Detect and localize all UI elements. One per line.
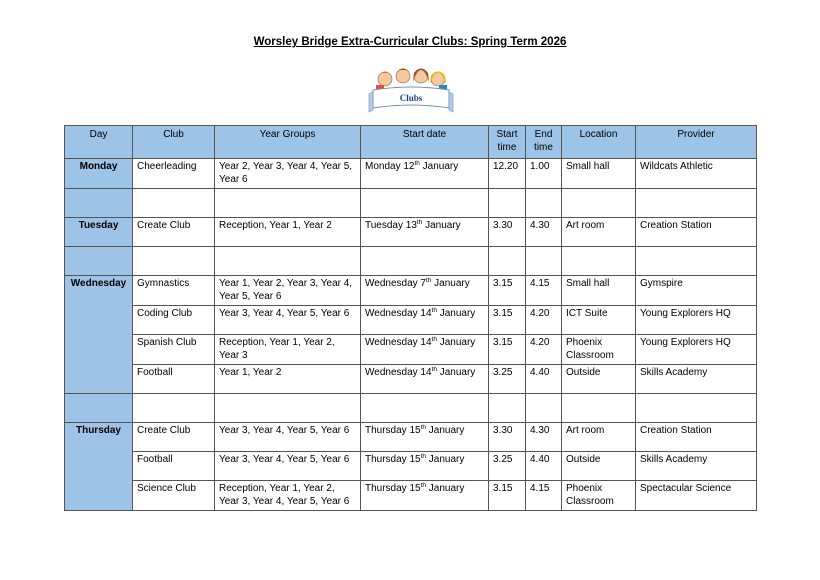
table-row (65, 159, 757, 189)
start-date-cell (361, 452, 489, 481)
start-date-cell (361, 423, 489, 452)
day-cell: Wednesday (65, 276, 133, 394)
spacer-cell (562, 247, 636, 276)
spacer-cell (133, 247, 215, 276)
location-cell: Art room (562, 218, 636, 247)
table-row (65, 218, 757, 247)
location-cell: Phoenix Classroom (562, 335, 636, 365)
end-time-cell: 4.40 (526, 365, 562, 394)
provider-cell: Wildcats Athletic (636, 159, 757, 189)
spacer-cell (215, 394, 361, 423)
date-month: January (436, 337, 476, 348)
table-row (65, 481, 757, 511)
start-date-cell (361, 365, 489, 394)
spacer-cell (526, 394, 562, 423)
location-cell: Art room (562, 423, 636, 452)
start-time-cell: 3.15 (489, 335, 526, 365)
year-groups-cell: Year 3, Year 4, Year 5, Year 6 (215, 452, 361, 481)
year-groups-cell: Year 1, Year 2 (215, 365, 361, 394)
club-cell: Football (133, 452, 215, 481)
spacer-cell (65, 394, 133, 423)
header-club: Club (133, 126, 215, 159)
location-cell: ICT Suite (562, 306, 636, 335)
location-cell: Small hall (562, 159, 636, 189)
date-ordinal-suffix: th (420, 424, 427, 431)
spacer-cell (65, 247, 133, 276)
start-time-cell: 3.15 (489, 481, 526, 511)
end-time-cell: 4.20 (526, 306, 562, 335)
start-time-cell: 3.30 (489, 218, 526, 247)
provider-cell: Skills Academy (636, 365, 757, 394)
table-row (65, 423, 757, 452)
location-cell: Outside (562, 452, 636, 481)
table-body (65, 159, 757, 511)
date-month: January (426, 454, 465, 465)
date-text: Wednesday 14 (365, 308, 432, 319)
date-month: January (436, 367, 476, 378)
date-month: January (431, 278, 470, 289)
clubs-logo-image (367, 64, 455, 119)
end-time-cell: 4.40 (526, 452, 562, 481)
club-cell: Science Club (133, 481, 215, 511)
date-month: January (436, 308, 476, 319)
start-time-cell: 3.25 (489, 452, 526, 481)
start-date-cell (361, 481, 489, 511)
location-cell: Phoenix Classroom (562, 481, 636, 511)
club-cell: Football (133, 365, 215, 394)
club-cell: Spanish Club (133, 335, 215, 365)
spacer-cell (636, 394, 757, 423)
header-location: Location (562, 126, 636, 159)
end-time-cell: 4.30 (526, 423, 562, 452)
provider-cell: Creation Station (636, 218, 757, 247)
year-groups-cell: Year 1, Year 2, Year 3, Year 4, Year 5, Year 6 (215, 276, 361, 306)
provider-cell: Young Explorers HQ (636, 306, 757, 335)
date-text: Thursday 15 (365, 425, 421, 436)
club-cell: Create Club (133, 423, 215, 452)
spacer-cell (489, 247, 526, 276)
clubs-table (64, 125, 757, 511)
start-time-cell: 3.30 (489, 423, 526, 452)
date-ordinal-suffix: th (414, 160, 420, 167)
header-day: Day (65, 126, 133, 159)
date-ordinal-suffix: th (416, 219, 423, 226)
date-text: Wednesday 14 (365, 337, 432, 348)
start-date-cell (361, 306, 489, 335)
spacer-cell (361, 394, 489, 423)
start-time-cell: 12.20 (489, 159, 526, 189)
start-date-cell (361, 335, 489, 365)
logo-banner-text: Clubs (399, 93, 423, 103)
table-spacer-row (65, 247, 757, 276)
club-cell: Coding Club (133, 306, 215, 335)
table-row (65, 335, 757, 365)
table-spacer-row (65, 394, 757, 423)
provider-cell: Young Explorers HQ (636, 335, 757, 365)
header-start-date: Start date (361, 126, 489, 159)
day-cell: Monday (65, 159, 133, 189)
table-row (65, 306, 757, 335)
date-ordinal-suffix: th (420, 482, 427, 489)
date-ordinal-suffix: th (431, 366, 437, 373)
provider-cell: Spectacular Science (636, 481, 757, 511)
date-text: Thursday 15 (365, 483, 421, 494)
spacer-cell (361, 247, 489, 276)
day-cell: Tuesday (65, 218, 133, 247)
end-time-cell: 1.00 (526, 159, 562, 189)
start-time-cell: 3.15 (489, 306, 526, 335)
end-time-cell: 4.15 (526, 481, 562, 511)
year-groups-cell: Year 3, Year 4, Year 5, Year 6 (215, 306, 361, 335)
start-date-cell (361, 159, 489, 189)
spacer-cell (526, 189, 562, 218)
spacer-cell (489, 189, 526, 218)
date-ordinal-suffix: th (425, 277, 432, 284)
year-groups-cell: Year 2, Year 3, Year 4, Year 5, Year 6 (215, 159, 361, 189)
spacer-cell (562, 189, 636, 218)
year-groups-cell: Reception, Year 1, Year 2, Year 3 (215, 335, 361, 365)
spacer-cell (361, 189, 489, 218)
start-time-cell: 3.15 (489, 276, 526, 306)
club-cell: Cheerleading (133, 159, 215, 189)
date-month: January (419, 161, 459, 172)
end-time-cell: 4.30 (526, 218, 562, 247)
date-month: January (426, 425, 465, 436)
spacer-cell (489, 394, 526, 423)
spacer-cell (133, 394, 215, 423)
document-title: Worsley Bridge Extra-Curricular Clubs: Spring Term 2026 (253, 36, 567, 48)
date-month: January (422, 220, 461, 231)
header-provider: Provider (636, 126, 757, 159)
spacer-cell (215, 189, 361, 218)
date-text: Monday 12 (365, 161, 415, 172)
table-spacer-row (65, 189, 757, 218)
date-month: January (426, 483, 465, 494)
provider-cell: Skills Academy (636, 452, 757, 481)
start-date-cell (361, 218, 489, 247)
spacer-cell (65, 189, 133, 218)
location-cell: Small hall (562, 276, 636, 306)
spacer-cell (636, 247, 757, 276)
end-time-cell: 4.20 (526, 335, 562, 365)
spacer-cell (215, 247, 361, 276)
spacer-cell (526, 247, 562, 276)
start-time-cell: 3.25 (489, 365, 526, 394)
day-cell: Thursday (65, 423, 133, 511)
year-groups-cell: Year 3, Year 4, Year 5, Year 6 (215, 423, 361, 452)
end-time-cell: 4.15 (526, 276, 562, 306)
date-ordinal-suffix: th (431, 307, 437, 314)
spacer-cell (562, 394, 636, 423)
header-year-groups: Year Groups (215, 126, 361, 159)
date-text: Tuesday 13 (365, 220, 417, 231)
date-text: Wednesday 14 (365, 367, 432, 378)
year-groups-cell: Reception, Year 1, Year 2 (215, 218, 361, 247)
header-start-time: Start time (489, 126, 526, 159)
header-end-time: End time (526, 126, 562, 159)
start-date-cell (361, 276, 489, 306)
table-row (65, 452, 757, 481)
club-cell: Gymnastics (133, 276, 215, 306)
provider-cell: Gymspire (636, 276, 757, 306)
spacer-cell (133, 189, 215, 218)
spacer-cell (636, 189, 757, 218)
year-groups-cell: Reception, Year 1, Year 2, Year 3, Year 4, Year 5, Year 6 (215, 481, 361, 511)
date-ordinal-suffix: th (431, 336, 437, 343)
table-row (65, 365, 757, 394)
date-text: Wednesday 7 (365, 278, 426, 289)
date-ordinal-suffix: th (420, 453, 427, 460)
date-text: Thursday 15 (365, 454, 421, 465)
table-row (65, 276, 757, 306)
location-cell: Outside (562, 365, 636, 394)
club-cell: Create Club (133, 218, 215, 247)
table-header-row (65, 126, 757, 159)
provider-cell: Creation Station (636, 423, 757, 452)
